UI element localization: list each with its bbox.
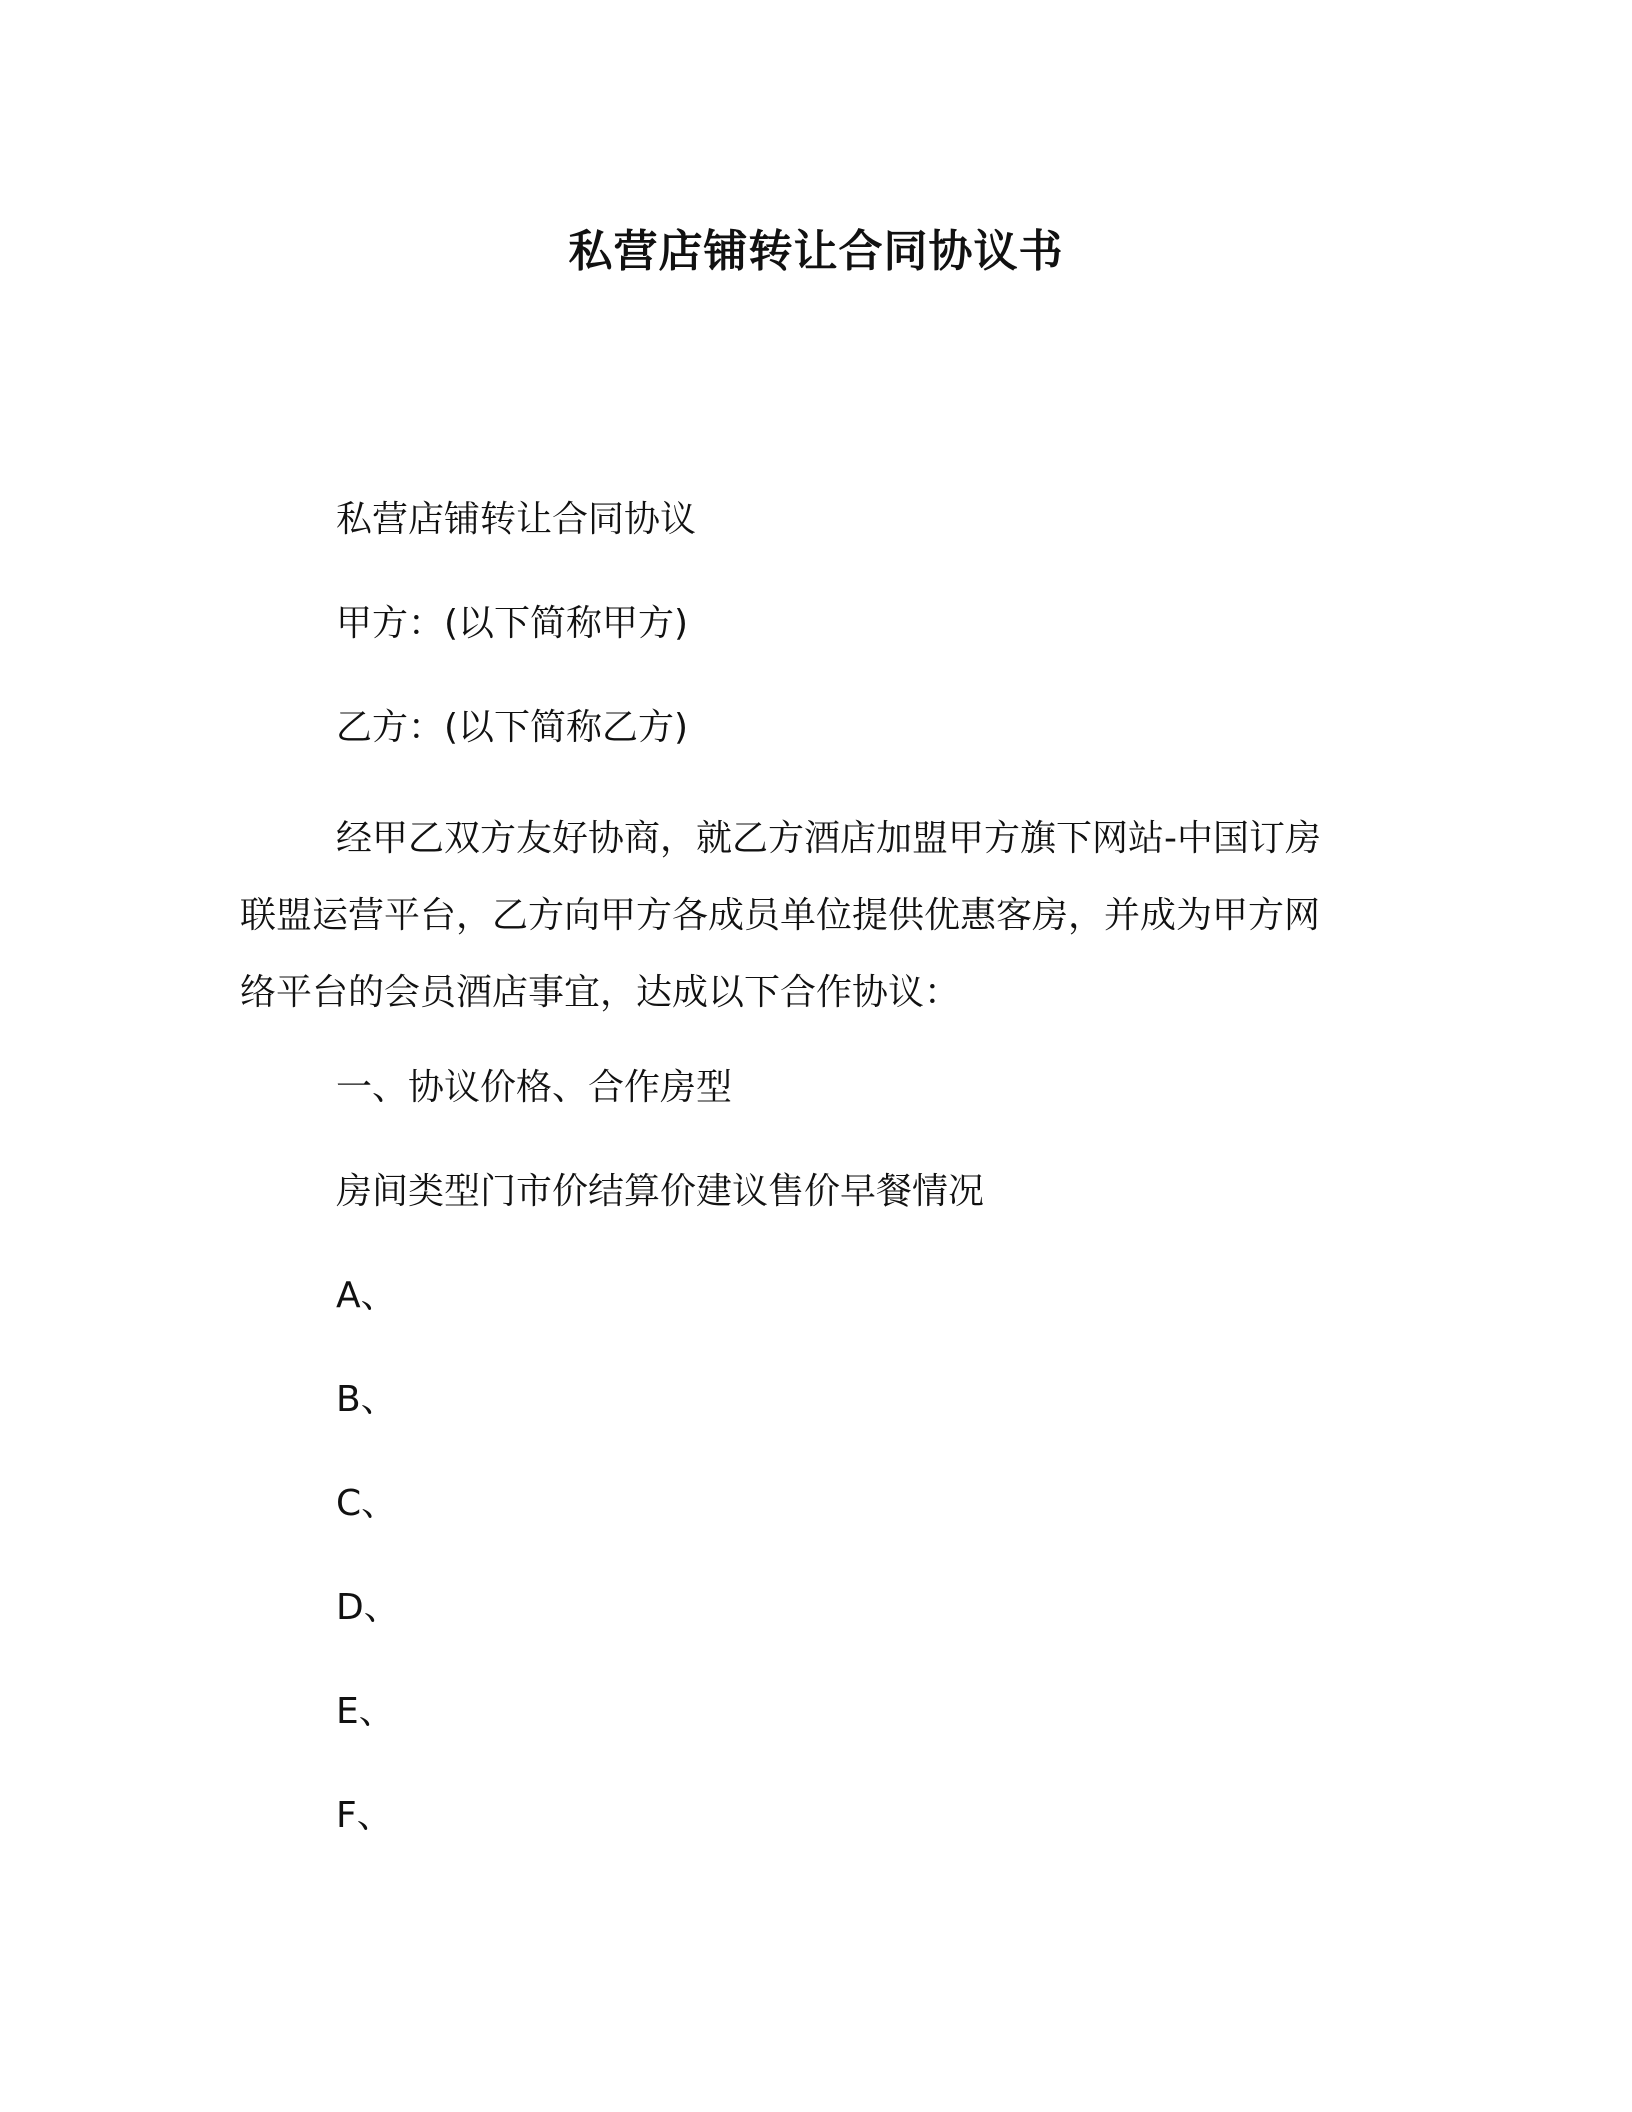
room-item-c: C、	[336, 1483, 398, 1524]
intro-line: 联盟运营平台，乙方向甲方各成员单位提供优惠客房，并成为甲方网	[240, 895, 1321, 936]
room-item-a: A、	[336, 1275, 397, 1316]
party-a-line: 甲方：(以下简称甲方)	[336, 603, 689, 644]
room-item-d: D、	[336, 1587, 400, 1628]
intro-paragraph	[240, 800, 1360, 1031]
room-table-header: 房间类型门市价结算价建议售价早餐情况	[336, 1171, 985, 1212]
intro-line: 络平台的会员酒店事宜，达成以下合作协议：	[240, 972, 961, 1013]
document-title: 私营店铺转让合同协议书	[568, 226, 1064, 277]
room-item-b: B、	[336, 1379, 397, 1420]
section-1-heading: 一、协议价格、合作房型	[336, 1067, 733, 1108]
party-b-line: 乙方：(以下简称乙方)	[336, 707, 689, 748]
intro-line: 经甲乙双方友好协商，就乙方酒店加盟甲方旗下网站-中国订房	[336, 818, 1321, 859]
document-subtitle: 私营店铺转让合同协议	[336, 499, 697, 540]
room-item-e: E、	[336, 1691, 395, 1732]
room-item-f: F、	[336, 1795, 393, 1836]
